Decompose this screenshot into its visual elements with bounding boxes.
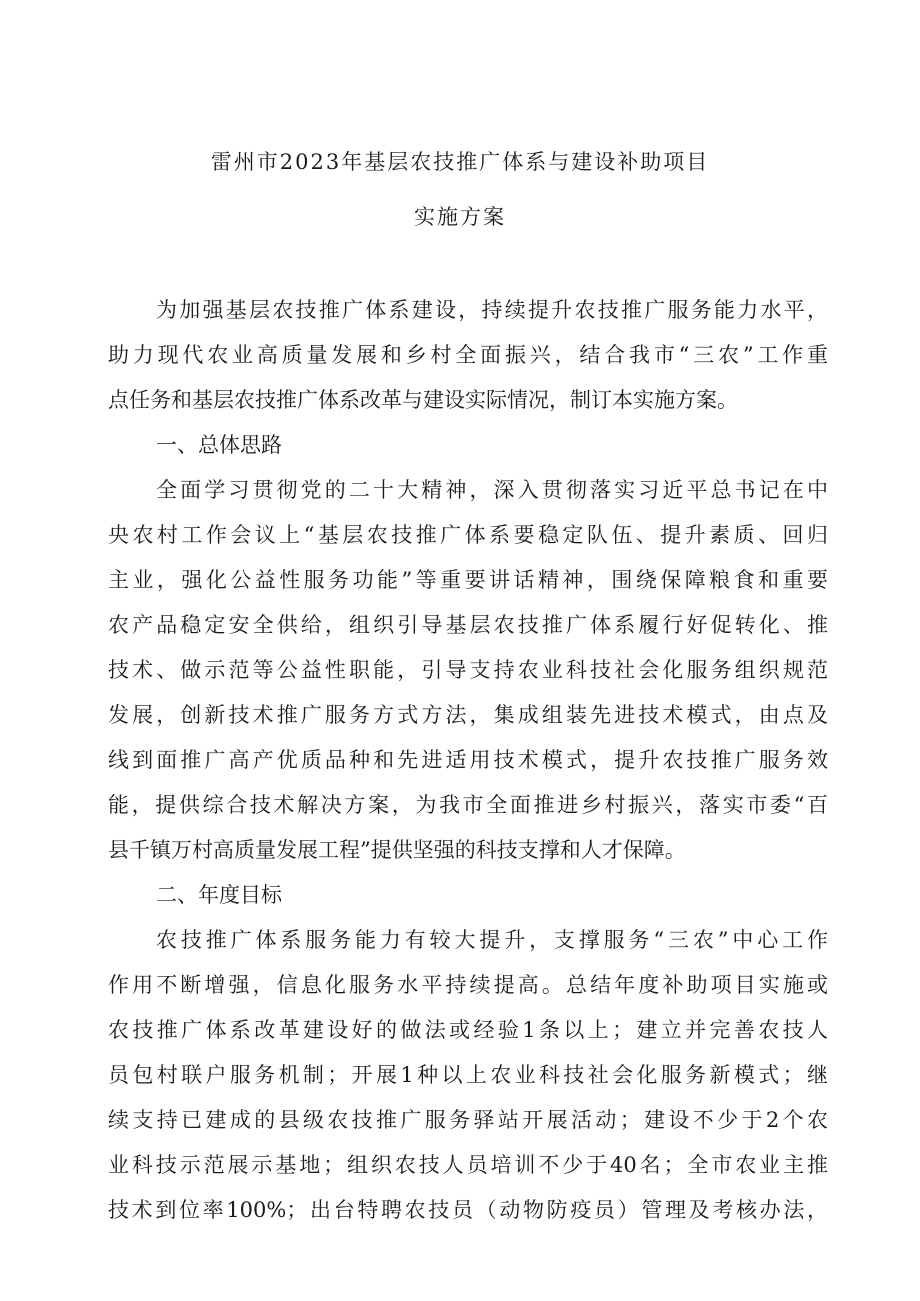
body-line: 员包村联户服务机制；开展1种以上农业科技社会化服务新模式；继 (108, 1063, 828, 1087)
body-line: 为加强基层农技推广体系建设，持续提升农技推广服务能力水平， (156, 298, 828, 322)
body-line: 农产品稳定安全供给，组织引导基层农技推广体系履行好促转化、推 (108, 613, 828, 637)
body-line: 线到面推广高产优质品种和先进适用技术模式，提升农技推广服务效 (108, 748, 828, 772)
document-body (108, 288, 828, 1233)
body-line: 农技推广体系改革建设好的做法或经验1条以上；建立并完善农技人 (108, 1018, 828, 1042)
body-line: 技术到位率100%；出台特聘农技员（动物防疫员）管理及考核办法， (108, 1198, 828, 1222)
body-line: 作用不断增强，信息化服务水平持续提高。总结年度补助项目实施或 (108, 973, 828, 997)
body-line: 点任务和基层农技推广体系改革与建设实际情况，制订本实施方案。 (108, 388, 738, 412)
body-line: 全面学习贯彻党的二十大精神，深入贯彻落实习近平总书记在中 (156, 478, 828, 502)
body-line: 一、总体思路 (156, 433, 282, 457)
body-line: 业科技示范展示基地；组织农技人员培训不少于40名；全市农业主推 (108, 1153, 828, 1177)
body-line: 县千镇万村高质量发展工程”提供坚强的科技支撑和人才保障。 (108, 838, 686, 862)
body-line: 技术、做示范等公益性职能，引导支持农业科技社会化服务组织规范 (108, 658, 828, 682)
body-line: 续支持已建成的县级农技推广服务驿站开展活动；建设不少于2个农 (108, 1108, 828, 1132)
body-line: 助力现代农业高质量发展和乡村全面振兴，结合我市“三农”工作重 (108, 343, 828, 367)
document-title: 雷州市2023年基层农技推广体系与建设补助项目 (210, 150, 710, 174)
body-line: 主业，强化公益性服务功能”等重要讲话精神，围绕保障粮食和重要 (108, 568, 828, 592)
body-line: 二、年度目标 (156, 883, 282, 907)
body-line: 农技推广体系服务能力有较大提升，支撑服务“三农”中心工作 (156, 928, 828, 952)
document-subtitle: 实施方案 (414, 205, 506, 229)
body-line: 发展，创新技术推广服务方式方法，集成组装先进技术模式，由点及 (108, 703, 828, 727)
body-line: 央农村工作会议上“基层农技推广体系要稳定队伍、提升素质、回归 (108, 523, 828, 547)
body-line: 能，提供综合技术解决方案，为我市全面推进乡村振兴，落实市委“百 (108, 793, 828, 817)
